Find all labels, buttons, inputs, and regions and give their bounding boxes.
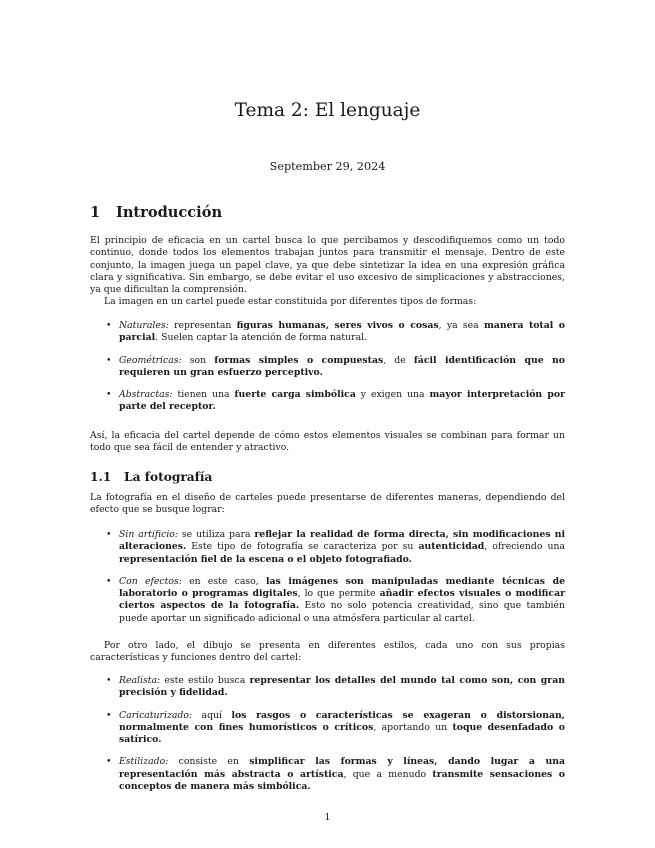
list-item: • Caricaturizado: aquí los rasgos o características se exageran o distorsionan, normalmente con fines humorísticos o críticos, aportando un toque desenfadado o satírico. [106, 709, 565, 746]
bullet-icon: • [106, 675, 112, 686]
drawing-intro-paragraph: Por otro lado, el dibujo se presenta en diferentes estilos, cada uno con sus propias características y funciones dentro del cartel: [90, 640, 565, 664]
forms-list [90, 320, 565, 424]
list-item: • Abstractas: tienen una fuerte carga simbólica y exigen una mayor interpretación por parte del receptor. [106, 389, 565, 413]
bullet-icon: • [106, 709, 112, 721]
conclusion-paragraph: Así, la eficacia del cartel depende de cómo estos elementos visuales se combinan para formar un todo que sea fácil de entender y atractivo. [90, 430, 565, 454]
list-item: • Estilizado: consiste en simplificar las formas y líneas, dando lugar a una representación más abstracta o artística, que a menudo transmite sensaciones o conceptos de manera más simbólica. [106, 756, 565, 793]
bullet-icon: • [106, 320, 112, 331]
photo-intro-paragraph: La fotografía en el diseño de carteles puede presentarse de diferentes maneras, dependiendo del efecto que se busque lograr: [90, 492, 565, 516]
page-number: 1 [324, 812, 331, 823]
bullet-icon: • [106, 389, 112, 401]
document-title: Tema 2: El lenguaje [234, 100, 421, 121]
subsection-number: 1.1 [90, 470, 112, 484]
subsection-title: La fotografía [124, 470, 213, 484]
forms-lead-paragraph: La imagen en un cartel puede estar constituida por diferentes tipos de formas: [104, 296, 477, 307]
list-item: • Con efectos: en este caso, las imágenes son manipuladas mediante técnicas de laboratorio o programas digitales, lo que permite añadir efectos visuales o modificar ciertos aspectos de la fotografía. Esto no solo potencia creatividad, sino que también puede aportar un significado adicional o una atmósfera particular al cartel. [106, 575, 565, 624]
section-heading-introduccion [90, 204, 222, 221]
photo-list [90, 529, 565, 635]
bullet-icon: • [106, 575, 112, 587]
section-number: 1 [90, 204, 101, 221]
document-date: September 29, 2024 [269, 160, 386, 173]
list-item: • Geométricas: son formas simples o compuestas, de fácil identificación que no requieren un gran esfuerzo perceptivo. [106, 354, 565, 378]
section-title: Introducción [116, 204, 223, 221]
bullet-icon: • [106, 529, 112, 540]
bullet-icon: • [106, 756, 112, 768]
list-item: • Realista: este estilo busca representar los detalles del mundo tal como son, con gran precisión y fidelidad. [106, 675, 565, 699]
list-item: • Sin artificio: se utiliza para reflejar la realidad de forma directa, sin modificaciones ni alteraciones. Este tipo de fotografía se caracteriza por su autenticidad, ofreciendo una representación fiel de la escena o el objeto fotografiado. [106, 529, 566, 565]
subsection-heading-fotografia [90, 470, 212, 484]
drawing-list [90, 675, 565, 803]
intro-paragraph: El principio de eficacia en un cartel busca lo que percibamos y descodifiquemos como un todo continuo, donde todos los elementos trabajan juntos para transmitir el mensaje. Dentro de este conjunto, la imagen juega un papel clave, ya que debe sintetizar la idea en una expresión gráfica clara y significativa. Sin embargo, se debe evitar el uso excesivo de simplicaciones y abstracciones, ya que dificultan la comprensión. [90, 235, 565, 296]
bullet-icon: • [106, 354, 112, 366]
list-item: • Naturales: representan figuras humanas, seres vivos o cosas, ya sea manera total o parcial. Suelen captar la atención de forma natural. [106, 320, 566, 344]
